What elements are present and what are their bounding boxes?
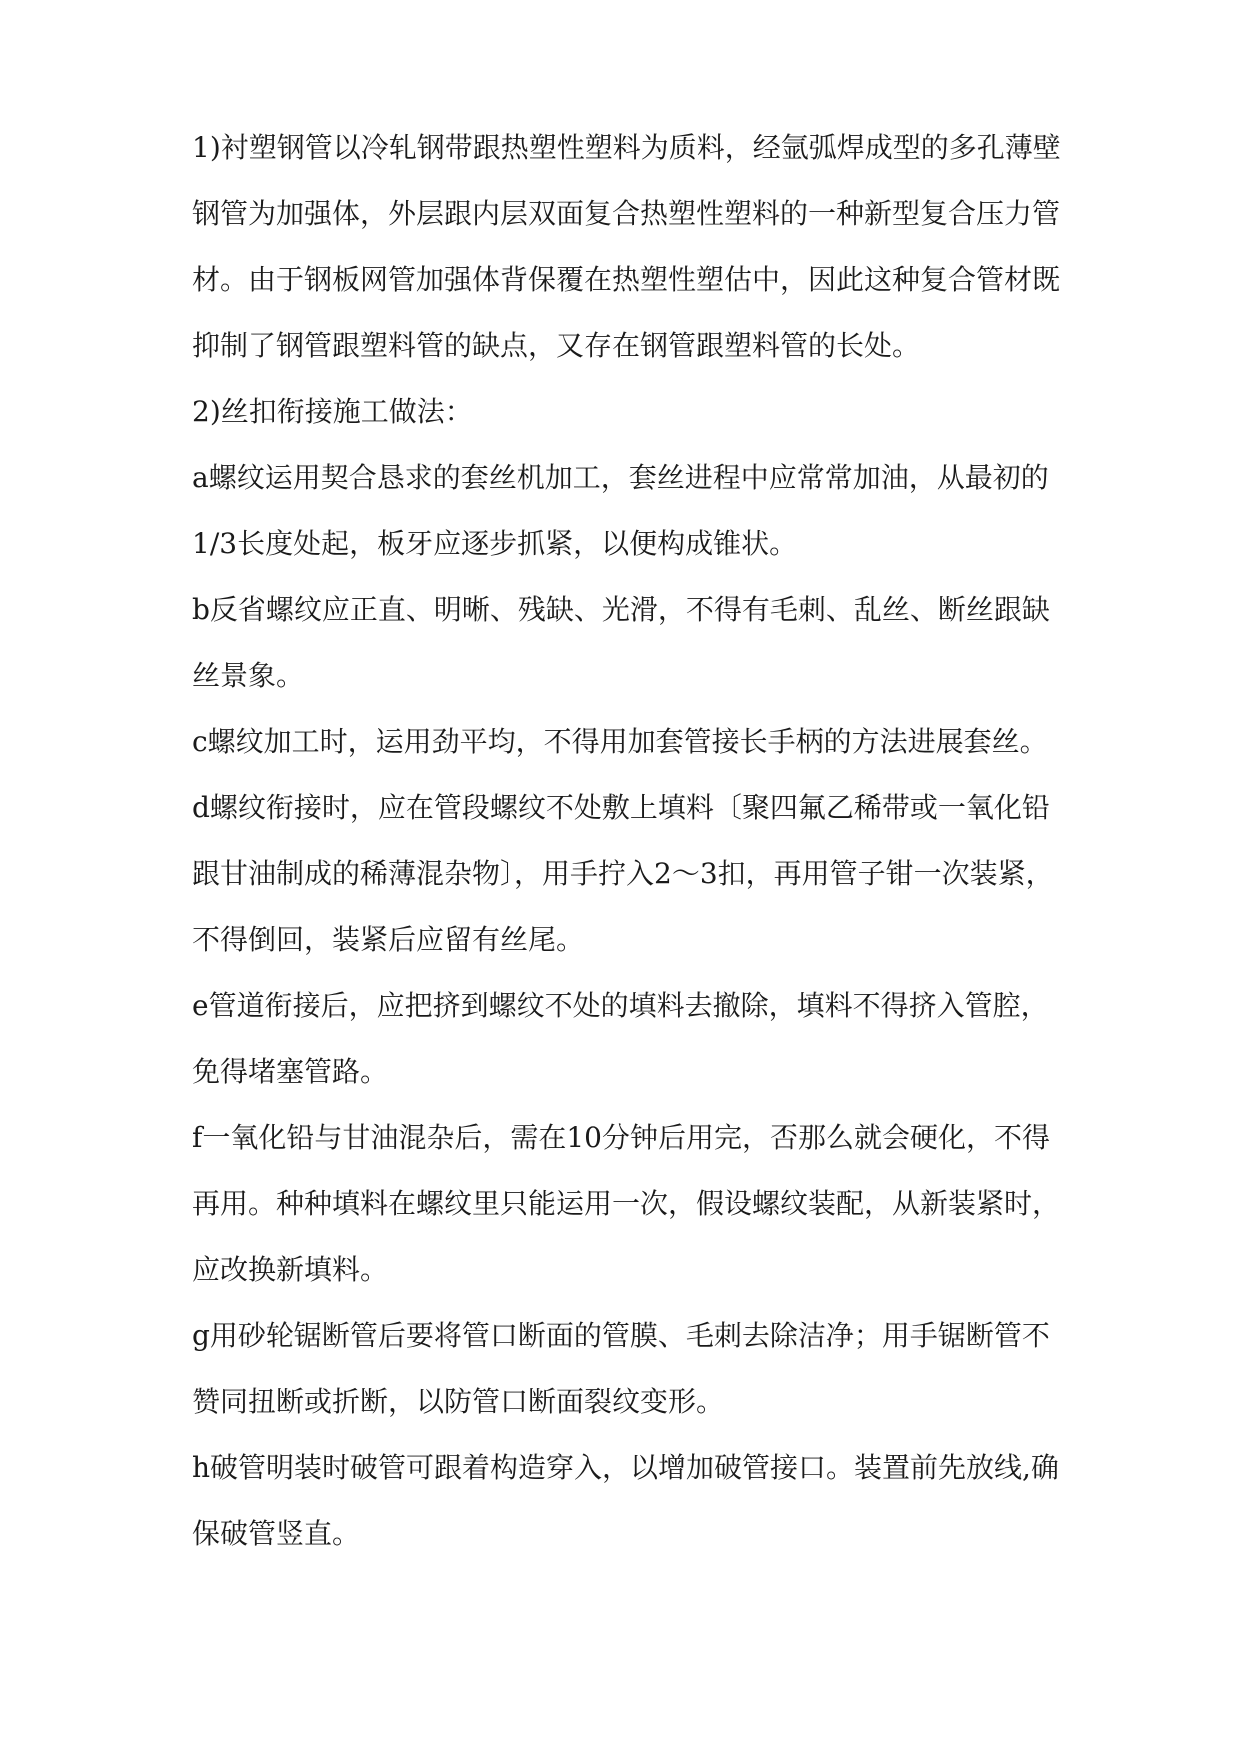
paragraph-item-f: f一氧化铅与甘油混杂后，需在10分钟后用完，否那么就会硬化，不得再用。种种填料在螺纹里只能运用一次，假设螺纹装配，从新装紧时，应改换新填料。 xyxy=(192,1121,1061,1286)
paragraph-item-h: h破管明装时破管可跟着构造穿入，以增加破管接口。装置前先放线,确保破管竖直。 xyxy=(192,1451,1059,1550)
paragraph-item-b: b反省螺纹应正直、明晰、残缺、光滑，不得有毛刺、乱丝、断丝跟缺丝景象。 xyxy=(192,593,1050,692)
paragraph-item-a: a螺纹运用契合恳求的套丝机加工，套丝进程中应常常加油，从最初的1/3长度处起，板牙应逐步抓紧，以便构成锥状。 xyxy=(192,461,1049,560)
paragraph-item-c: c螺纹加工时，运用劲平均，不得用加套管接长手柄的方法进展套丝。 xyxy=(192,725,1048,758)
paragraph-item-d: d螺纹衔接时，应在管段螺纹不处敷上填料〔聚四氟乙稀带或一氧化铅跟甘油制成的稀薄混杂物〕，用手拧入2～3扣，再用管子钳一次装紧，不得倒回，装紧后应留有丝尾。 xyxy=(192,791,1054,956)
paragraph-threaded-connection-heading: 2)丝扣衔接施工做法： xyxy=(192,395,473,428)
paragraph-lined-steel-pipe-intro: 1)衬塑钢管以冷轧钢带跟热塑性塑料为质料，经氩弧焊成型的多孔薄壁钢管为加强体，外层跟内层双面复合热塑性塑料的一种新型复合压力管材。由于钢板网管加强体背保覆在热塑性塑估中，因此这种复合管材既抑制了钢管跟塑料管的缺点，又存在钢管跟塑料管的长处。 xyxy=(192,131,1061,362)
paragraph-item-e: e管道衔接后，应把挤到螺纹不处的填料去撤除，填料不得挤入管腔，免得堵塞管路。 xyxy=(192,989,1049,1088)
document-body xyxy=(192,115,1067,1567)
paragraph-item-g: g用砂轮锯断管后要将管口断面的管膜、毛刺去除洁净；用手锯断管不赞同扭断或折断，以防管口断面裂纹变形。 xyxy=(192,1319,1050,1418)
